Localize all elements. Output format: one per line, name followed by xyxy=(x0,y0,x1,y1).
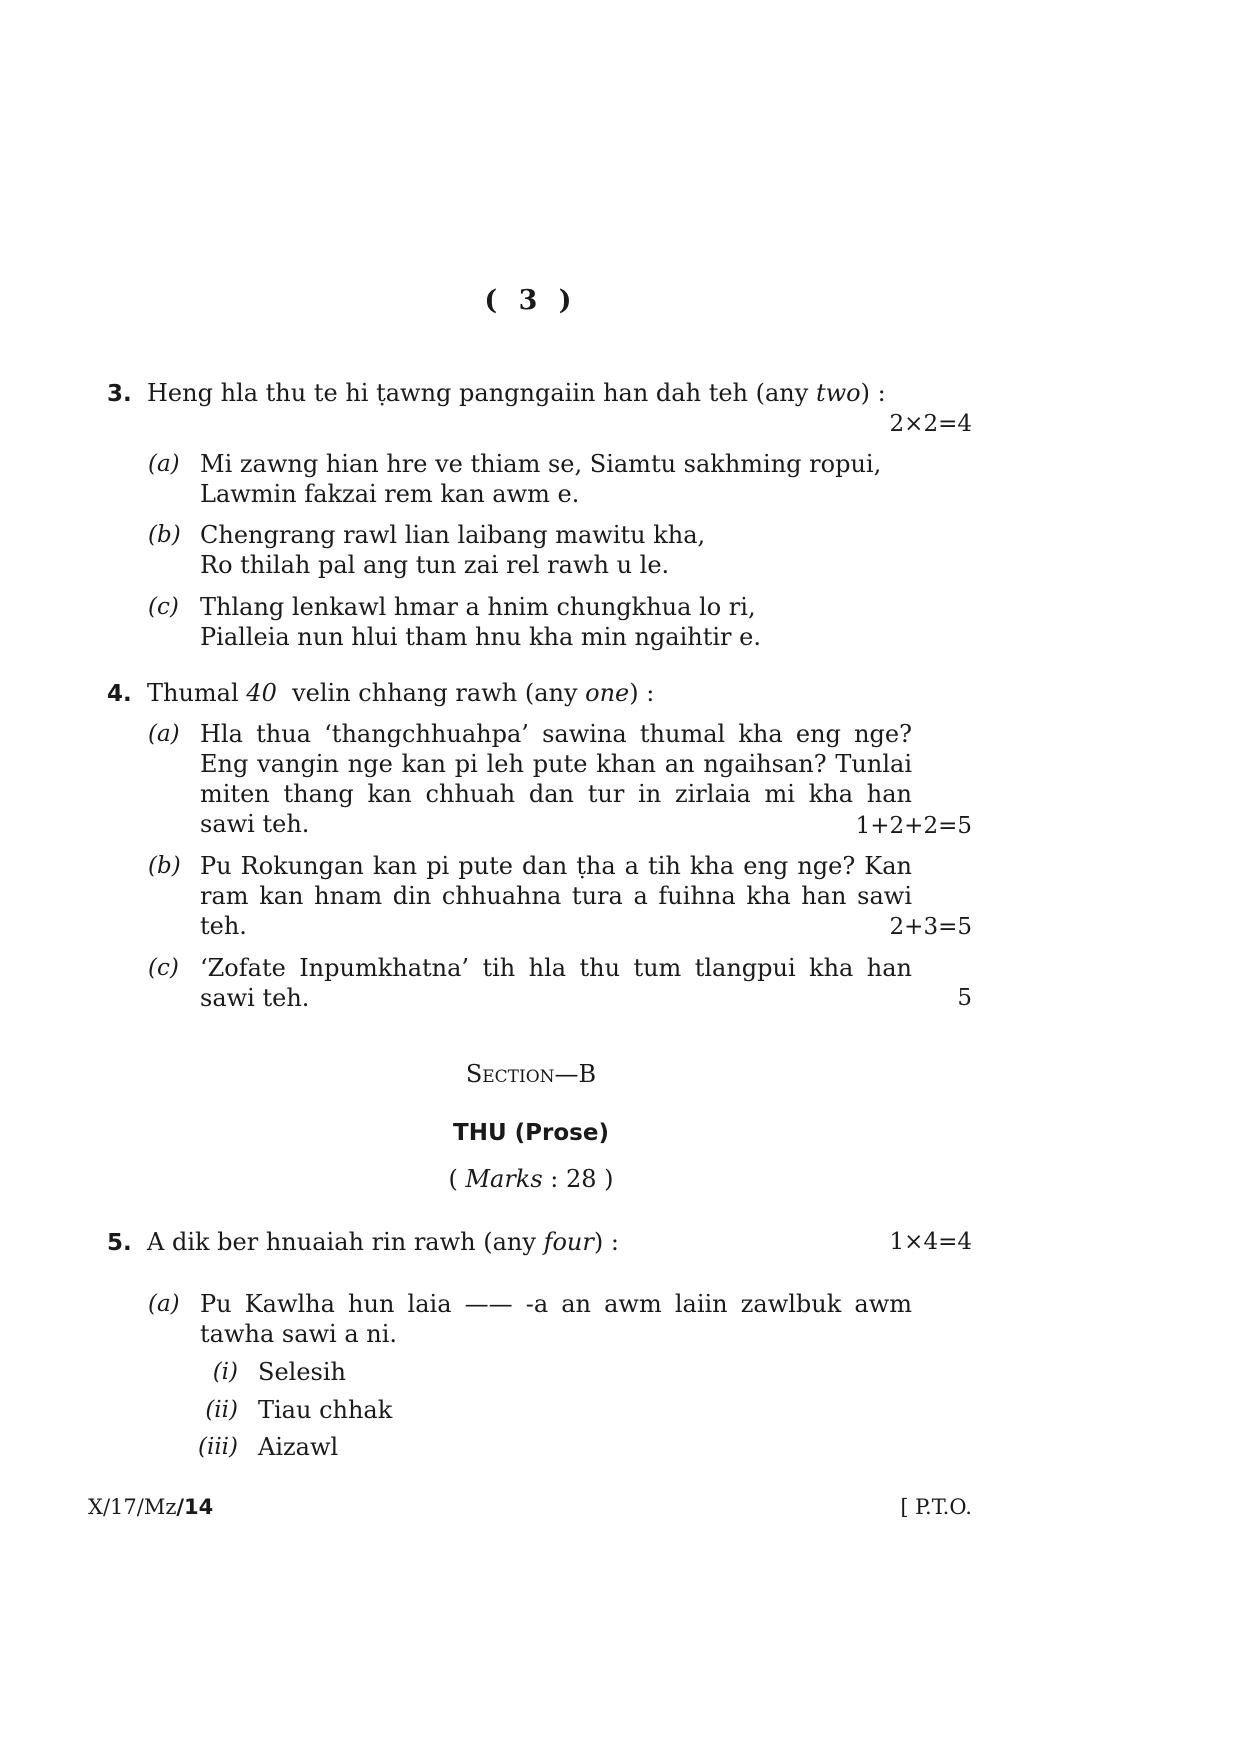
q3-part-a-line2: Lawmin fakzai rem kan awm e. xyxy=(200,480,580,508)
q5-option-iii-text: Aizawl xyxy=(258,1433,339,1461)
q4-part-b-text: Pu Rokungan kan pi pute dan ṭha a tih kha eng nge? Kan ram kan hnam din chhuahna tura a fuihna kha han sawi teh. xyxy=(200,852,912,940)
q4-part-b-label: (b) xyxy=(148,853,181,879)
q4-part-c-text: ‘Zofate Inpumkhatna’ tih hla thu tum tlangpui kha han sawi teh. xyxy=(200,954,912,1012)
q4-part-a-text: Hla thua ‘thangchhuahpa’ sawina thumal kha eng nge? Eng vangin nge kan pi leh pute khan an ngaihsan? Tunlai miten thang kan chhuah dan tur in zirlaia mi kha han sawi teh. xyxy=(200,720,912,838)
q4-part-c-label: (c) xyxy=(148,955,179,981)
question-3-marks: 2×2=4 xyxy=(889,411,972,437)
q5-option-ii-label: (ii) xyxy=(205,1397,238,1423)
q3-part-b-line1: Chengrang rawl lian laibang mawitu kha, xyxy=(200,521,706,549)
question-4-number: 4. xyxy=(107,681,132,707)
q3-part-a-line1: Mi zawng hian hre ve thiam se, Siamtu sakhming ropui, xyxy=(200,450,882,478)
q3-part-b-label: (b) xyxy=(148,522,181,548)
section-title: Section—B xyxy=(465,1060,597,1088)
q5-part-a-label: (a) xyxy=(148,1291,180,1317)
q3-part-a-label: (a) xyxy=(148,451,180,477)
q4-part-c-marks: 5 xyxy=(957,985,972,1011)
question-5-marks: 1×4=4 xyxy=(889,1229,972,1255)
q5-option-iii-label: (iii) xyxy=(198,1434,239,1460)
q5-option-i-label: (i) xyxy=(212,1359,238,1385)
q4-part-a-label: (a) xyxy=(148,721,180,747)
q5-option-i-text: Selesih xyxy=(258,1358,346,1386)
question-5-number: 5. xyxy=(107,1230,132,1256)
question-3-text: Heng hla thu te hi ṭawng pangngaiin han dah teh (any two) : xyxy=(147,379,886,407)
q5-option-ii-text: Tiau chhak xyxy=(258,1396,393,1424)
footer-pto: [ P.T.O. xyxy=(900,1495,972,1519)
footer-paper-code: X/17/Mz/14 xyxy=(88,1495,214,1519)
question-3-number: 3. xyxy=(107,381,132,407)
page-number: ( 3 ) xyxy=(484,285,578,316)
q3-part-c-label: (c) xyxy=(148,594,179,620)
q3-part-b-line2: Ro thilah pal ang tun zai rel rawh u le. xyxy=(200,551,670,579)
question-4-text: Thumal 40 velin chhang rawh (any one) : xyxy=(147,679,655,707)
question-5-text: A dik ber hnuaiah rin rawh (any four) : xyxy=(147,1228,619,1256)
q3-part-c-line1: Thlang lenkawl hmar a hnim chungkhua lo ri, xyxy=(200,593,756,621)
q3-part-c-line2: Pialleia nun hlui tham hnu kha min ngaihtir e. xyxy=(200,623,761,651)
q4-part-a-marks: 1+2+2=5 xyxy=(855,813,972,839)
q4-part-b-marks: 2+3=5 xyxy=(889,914,972,940)
q5-part-a-text: Pu Kawlha hun laia —— -a an awm laiin zawlbuk awm tawha sawi a ni. xyxy=(200,1290,912,1348)
section-subtitle: THU (Prose) xyxy=(453,1120,609,1146)
section-marks: ( Marks : 28 ) xyxy=(448,1165,614,1193)
